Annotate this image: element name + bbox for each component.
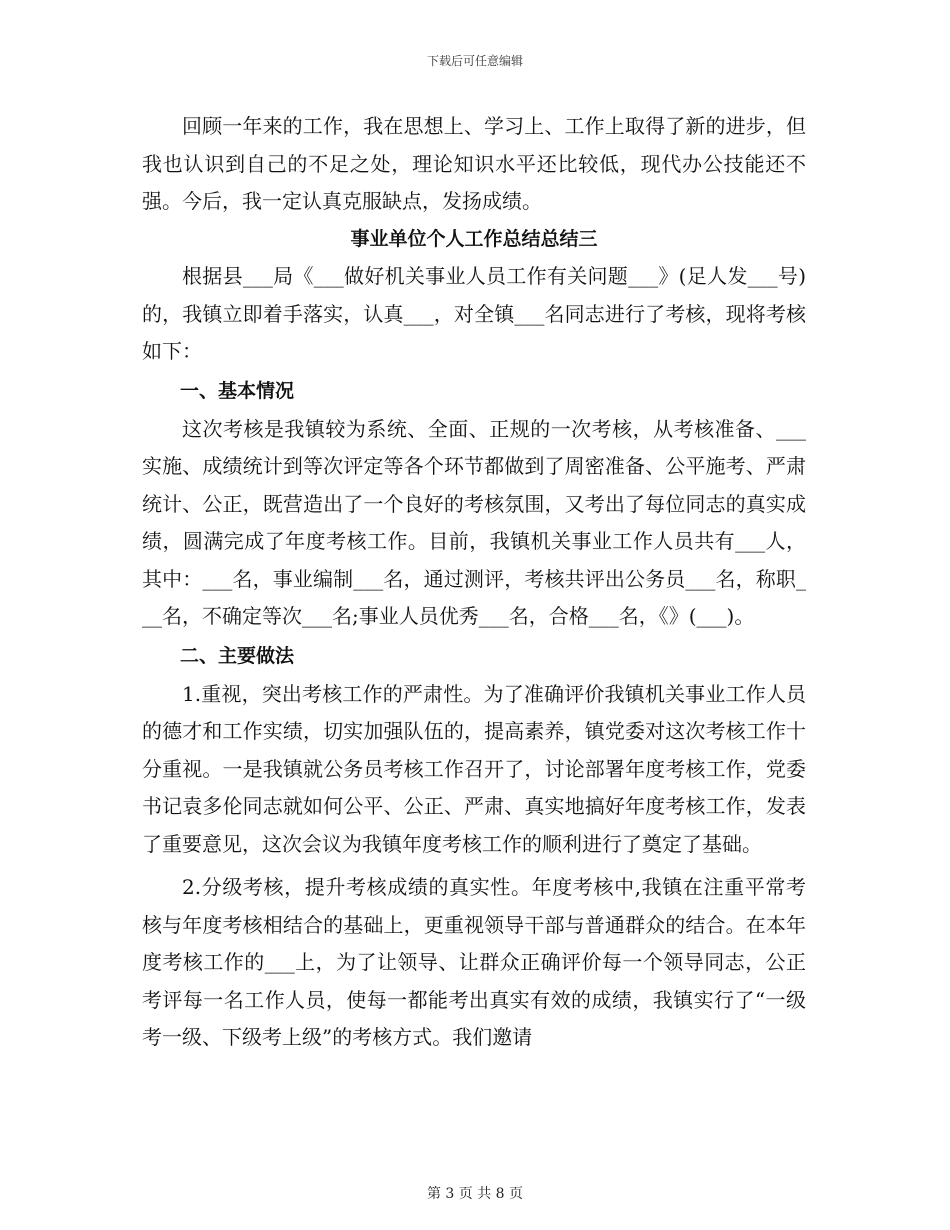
section-title: 事业单位个人工作总结总结三 xyxy=(350,227,598,250)
heading-main-methods: 二、主要做法 xyxy=(180,644,295,667)
page-number: 第 3 页 共 8 页 xyxy=(426,1186,524,1202)
opening-paragraph: 根据县___局《___做好机关事业人员工作有关问题___》(足人发___号)的，我镇立即着手落实，认真___，对全镇___名同志进行了考核，现将考核如下： xyxy=(142,264,806,363)
method-paragraph-1: 1.重视，突出考核工作的严肃性。为了准确评价我镇机关事业工作人员的德才和工作实绩，切实加强队伍的，提高素养，镇党委对这次考核工作十分重视。一是我镇就公务员考核工作召开了，讨论部署年度考核工作，党委书记袁多伦同志就如何公平、公正、严肃、真实地搞好年度考核工作，发表了重要意见，这次会议为我镇年度考核工作的顺利进行了奠定了基础。 xyxy=(142,681,806,856)
basic-situation-paragraph: 这次考核是我镇较为系统、全面、正规的一次考核，从考核准备、___实施、成绩统计到等次评定等各个环节都做到了周密准备、公平施考、严肃统计、公正，既营造出了一个良好的考核氛围，又考出了每位同志的真实成绩，圆满完成了年度考核工作。目前，我镇机关事业工作人员共有___人，其中：___名，事业编制___名，通过测评，考核共评出公务员___名，称职___名，不确定等次___名;事业人员优秀___名，合格___名，《》(___)。 xyxy=(142,416,806,628)
page-header-note: 下载后可任意编辑 xyxy=(426,54,523,68)
heading-basic-situation: 一、基本情况 xyxy=(180,379,295,402)
method-paragraph-2: 2.分级考核，提升考核成绩的真实性。年度考核中,我镇在注重平常考核与年度考核相结合的基础上，更重视领导干部与普通群众的结合。在本年度考核工作的___上，为了让领导、让群众正确评价每一个领导同志，公正考评每一名工作人员，使每一都能考出真实有效的成绩，我镇实行了“一级考一级、下级考上级”的考核方式。我们邀请 xyxy=(142,875,806,1049)
document-body xyxy=(142,108,806,1057)
intro-paragraph: 回顾一年来的工作，我在思想上、学习上、工作上取得了新的进步，但我也认识到自己的不足之处，理论知识水平还比较低，现代办公技能还不强。今后，我一定认真克服缺点，发扬成绩。 xyxy=(142,114,806,213)
